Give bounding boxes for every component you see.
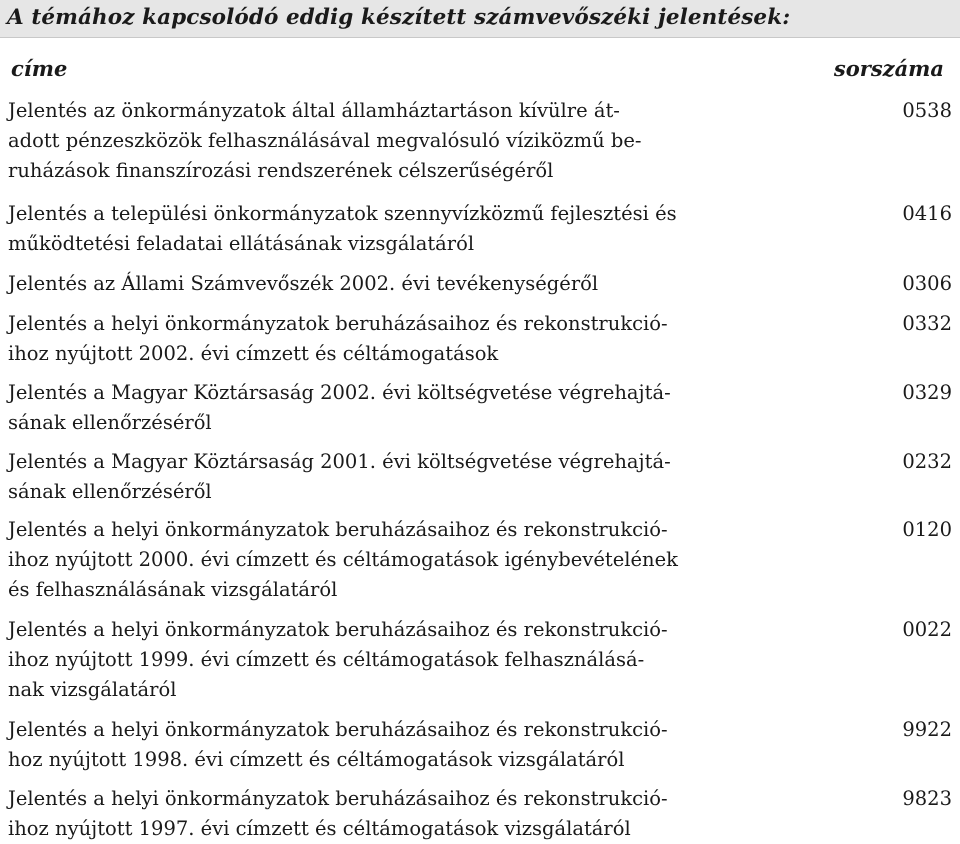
report-number: 0306 (902, 272, 952, 295)
report-number: 0329 (902, 381, 952, 404)
report-title-line: Jelentés a helyi önkormányzatok beruházásaihoz és rekonstrukció- (8, 787, 668, 810)
report-title-line: ihoz nyújtott 1997. évi címzett és céltámogatások vizsgálatáról (8, 817, 631, 840)
report-title-line: adott pénzeszközök felhasználásával megvalósuló víziközmű be- (8, 129, 642, 152)
report-number: 0120 (902, 518, 952, 541)
report-title (8, 309, 798, 369)
report-title-line: ihoz nyújtott 2002. évi címzett és céltámogatások (8, 342, 499, 365)
report-title-line: ihoz nyújtott 2000. évi címzett és céltámogatások igénybevételének (8, 548, 678, 571)
report-title-line: Jelentés a Magyar Köztársaság 2001. évi költségvetése végrehajtá- (8, 450, 671, 473)
report-title-line: sának ellenőrzéséről (8, 480, 212, 503)
report-title-line: ruházások finanszírozási rendszerének célszerűségéről (8, 159, 554, 182)
column-header-title: címe (11, 56, 68, 81)
report-title (8, 615, 798, 705)
report-title-line: Jelentés a helyi önkormányzatok beruházásaihoz és rekonstrukció- (8, 618, 668, 641)
report-title-line: nak vizsgálatáról (8, 678, 177, 701)
report-number: 0538 (902, 99, 952, 122)
report-number: 9922 (902, 718, 952, 741)
report-title-line: és felhasználásának vizsgálatáról (8, 578, 338, 601)
report-title-line: sának ellenőrzéséről (8, 411, 212, 434)
report-title (8, 96, 798, 186)
report-title-line: Jelentés a Magyar Köztársaság 2002. évi költségvetése végrehajtá- (8, 381, 671, 404)
report-title (8, 515, 798, 605)
report-number: 0022 (902, 618, 952, 641)
report-title-line: ihoz nyújtott 1999. évi címzett és céltámogatások felhasználásá- (8, 648, 645, 671)
report-title (8, 447, 798, 507)
report-title-line: Jelentés az Állami Számvevőszék 2002. évi tevékenységéről (8, 272, 599, 295)
report-title-line: Jelentés az önkormányzatok által államháztartáson kívülre át- (8, 99, 620, 122)
report-number: 0232 (902, 450, 952, 473)
report-title-line: Jelentés a települési önkormányzatok szennyvízközmű fejlesztési és (8, 202, 677, 225)
report-number: 9823 (902, 787, 952, 810)
report-title-line: működtetési feladatai ellátásának vizsgálatáról (8, 232, 475, 255)
report-title-line: Jelentés a helyi önkormányzatok beruházásaihoz és rekonstrukció- (8, 312, 668, 335)
report-number: 0416 (902, 202, 952, 225)
report-title (8, 269, 798, 299)
report-number: 0332 (902, 312, 952, 335)
report-title-line: hoz nyújtott 1998. évi címzett és céltámogatások vizsgálatáról (8, 748, 625, 771)
report-title (8, 199, 798, 259)
column-header-number: sorszáma (833, 56, 944, 81)
report-title (8, 784, 798, 844)
report-title-line: Jelentés a helyi önkormányzatok beruházásaihoz és rekonstrukció- (8, 718, 668, 741)
report-title-line: Jelentés a helyi önkormányzatok beruházásaihoz és rekonstrukció- (8, 518, 668, 541)
report-title (8, 378, 798, 438)
page-title: A témához kapcsolódó eddig készített számvevőszéki jelentések: (7, 5, 791, 30)
report-title (8, 715, 798, 775)
